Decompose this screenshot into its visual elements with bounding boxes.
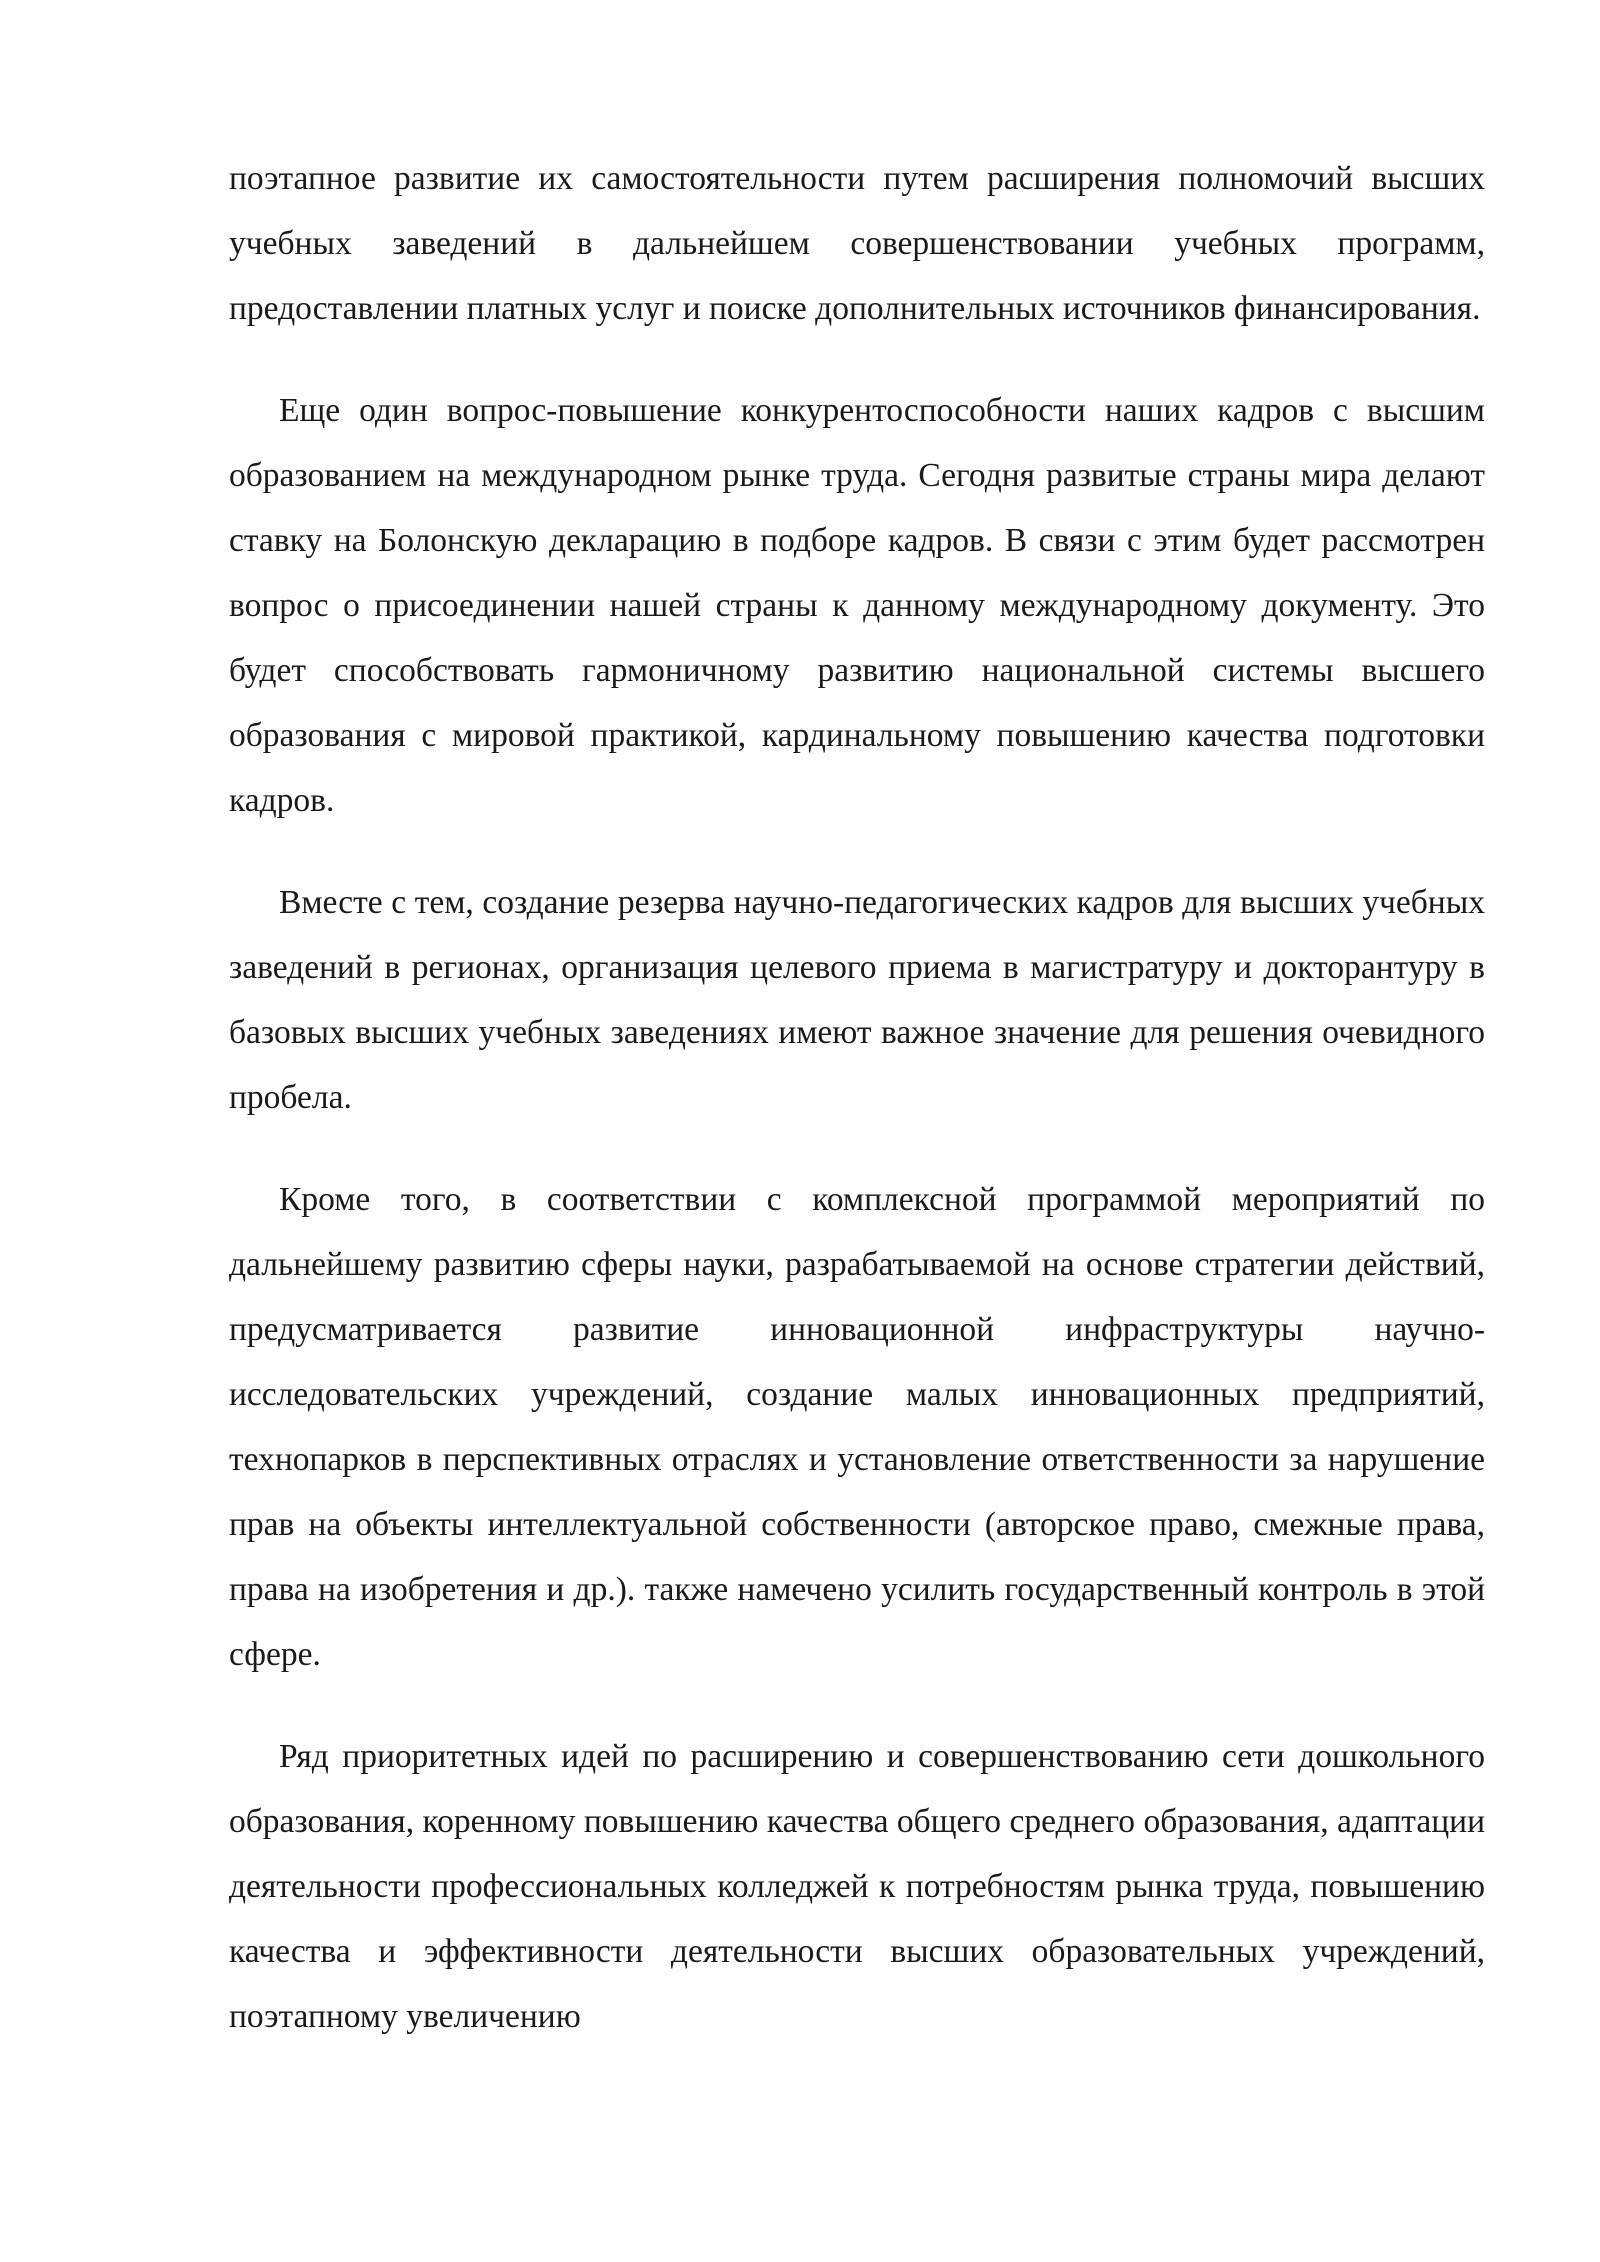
paragraph-continuation: поэтапное развитие их самостоятельности путем расширения полномочий высших учебных заведений в дальнейшем совершенствовании учебных программ, предоставлении платных услуг и поиске дополнительных источников финансирования. [229, 160, 1485, 327]
paragraph-bologna-declaration: Еще один вопрос-повышение конкурентоспособности наших кадров с высшим образованием на международном рынке труда. Сегодня развитые страны мира делают ставку на Болонскую декларацию в подборе кадров. В связи с этим будет рассмотрен вопрос о присоединении нашей страны к данному международному документу. Это будет способствовать гармоничному развитию национальной системы высшего образования с мировой практикой, кардинальному повышению качества подготовки кадров. [229, 392, 1485, 819]
paragraph-priority-ideas: Ряд приоритетных идей по расширению и совершенствованию сети дошкольного образования, коренному повышению качества общего среднего образования, адаптации деятельности профессиональных колледжей к потребностям рынка труда, повышению качества и эффективности деятельности высших образовательных учреждений, поэтапному увеличению [229, 1738, 1485, 2035]
paragraph-science-program: Кроме того, в соответствии с комплексной программой мероприятий по дальнейшему развитию сферы науки, разрабатываемой на основе стратегии действий, предусматривается развитие инновационной инфраструктуры научно-исследовательских учреждений, создание малых инновационных предприятий, технопарков в перспективных отраслях и установление ответственности за нарушение прав на объекты интеллектуальной собственности (авторское право, смежные права, права на изобретения и др.). также намечено усилить государственный контроль в этой сфере. [229, 1181, 1485, 1673]
document-text-body [229, 146, 1485, 2049]
paragraph-personnel-reserve: Вместе с тем, создание резерва научно-педагогических кадров для высших учебных заведений в регионах, организация целевого приема в магистратуру и докторантуру в базовых высших учебных заведениях имеют важное значение для решения очевидного пробела. [229, 884, 1485, 1116]
